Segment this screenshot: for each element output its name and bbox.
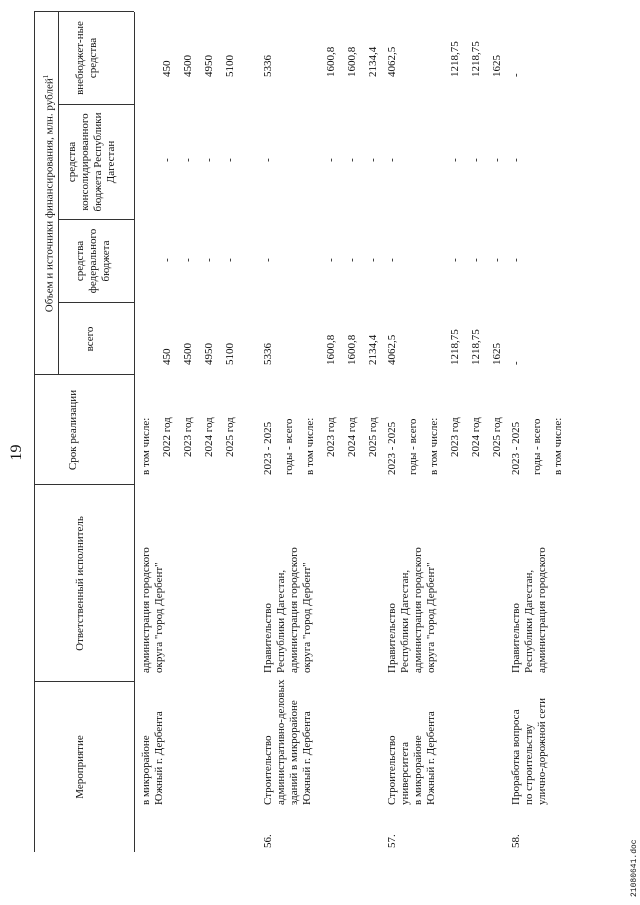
offbudget-cell: 1218,75: [470, 41, 482, 77]
total-cell: 2134,4: [367, 334, 379, 365]
executor-text-line: администрация городского: [140, 547, 152, 673]
term-cell: в том числе:: [428, 417, 440, 475]
federal-cell: -: [224, 258, 236, 262]
federal-cell: -: [386, 258, 398, 262]
total-cell: 4062,5: [386, 334, 398, 365]
measure-text-line: в микрорайоне: [140, 735, 152, 805]
measure-text-line: по строительству: [523, 723, 535, 805]
term-cell: 2024 год: [346, 417, 358, 457]
republic-cell: -: [510, 158, 522, 162]
total-cell: 450: [161, 348, 173, 365]
federal-cell: -: [182, 258, 194, 262]
term-cell: годы - всего: [407, 418, 419, 475]
measure-text-line: Южный г. Дербента: [425, 711, 437, 805]
header-republic: средства консолидированного бюджета Республики Дагестан: [66, 112, 117, 212]
page-number: 19: [8, 444, 25, 461]
executor-text-line: Республики Дагестан,: [399, 569, 411, 673]
executor-text-line: администрация городского: [288, 547, 300, 673]
federal-cell: -: [491, 258, 503, 262]
measure-text-line: административно-деловых: [275, 679, 287, 805]
offbudget-cell: 1600,8: [346, 46, 358, 77]
measure-text-line: Строительство: [262, 735, 274, 805]
offbudget-cell: 4500: [182, 55, 194, 77]
footer-code: 21080641.doc: [630, 839, 639, 897]
measure-text-line: улично-дорожной сети: [536, 697, 548, 805]
term-cell: 2023 - 2025: [386, 421, 398, 475]
republic-cell: -: [449, 158, 461, 162]
republic-cell: -: [367, 158, 379, 162]
executor-text-line: администрация городского: [536, 547, 548, 673]
term-cell: в том числе:: [140, 417, 152, 475]
executor-text-line: Правительство: [262, 603, 274, 673]
term-cell: 2025 год: [224, 417, 236, 457]
executor-text-line: округа "город Дербент": [153, 562, 165, 673]
term-cell: 2023 год: [182, 417, 194, 457]
offbudget-cell: 1600,8: [325, 46, 337, 77]
funding-group-divider: [58, 12, 59, 375]
federal-cell: -: [325, 258, 337, 262]
total-cell: 1625: [491, 343, 503, 365]
term-cell: в том числе:: [552, 417, 564, 475]
term-cell: годы - всего: [531, 418, 543, 475]
executor-text-line: Республики Дагестан,: [275, 569, 287, 673]
offbudget-cell: -: [510, 73, 522, 77]
total-cell: 5336: [262, 343, 274, 365]
offbudget-cell: 1625: [491, 55, 503, 77]
federal-cell: -: [161, 258, 173, 262]
offbudget-cell: 1218,75: [449, 41, 461, 77]
federal-cell: -: [470, 258, 482, 262]
measure-text-line: университета: [399, 741, 411, 805]
offbudget-cell: 5336: [262, 55, 274, 77]
republic-cell: -: [262, 158, 274, 162]
term-cell: 2023 - 2025: [510, 421, 522, 475]
federal-cell: -: [203, 258, 215, 262]
total-cell: 4950: [203, 343, 215, 365]
row-number: 58.: [510, 834, 522, 848]
term-cell: 2023 год: [449, 417, 461, 457]
term-cell: 2023 год: [325, 417, 337, 457]
measure-text-line: Южный г. Дербента: [301, 711, 313, 805]
header-executor: Ответственный исполнитель: [74, 516, 86, 651]
measure-text-line: Строительство: [386, 735, 398, 805]
col-divider-5: [58, 219, 134, 220]
republic-cell: -: [346, 158, 358, 162]
federal-cell: -: [346, 258, 358, 262]
term-cell: 2025 год: [367, 417, 379, 457]
federal-cell: -: [262, 258, 274, 262]
total-cell: 1600,8: [325, 334, 337, 365]
term-cell: 2025 год: [491, 417, 503, 457]
offbudget-cell: 4062,5: [386, 46, 398, 77]
federal-cell: -: [449, 258, 461, 262]
offbudget-cell: 450: [161, 60, 173, 77]
total-cell: 1218,75: [470, 329, 482, 365]
republic-cell: -: [491, 158, 503, 162]
measure-text-line: в микрорайоне: [412, 735, 424, 805]
header-offbudget: внебюджет-ные средства: [74, 21, 99, 95]
executor-text-line: администрация городского: [412, 547, 424, 673]
executor-text-line: Республики Дагестан,: [523, 569, 535, 673]
table-top-border: [34, 12, 35, 852]
term-cell: 2024 год: [470, 417, 482, 457]
term-cell: 2022 год: [161, 417, 173, 457]
term-cell: в том числе:: [304, 417, 316, 475]
header-measure: Мероприятие: [74, 735, 86, 799]
total-cell: 5100: [224, 343, 236, 365]
republic-cell: -: [161, 158, 173, 162]
measure-text-line: Южный г. Дербента: [153, 711, 165, 805]
row-number: 57.: [386, 834, 398, 848]
total-cell: 1218,75: [449, 329, 461, 365]
executor-text-line: Правительство: [386, 603, 398, 673]
executor-text-line: Правительство: [510, 603, 522, 673]
republic-cell: -: [470, 158, 482, 162]
federal-cell: -: [367, 258, 379, 262]
republic-cell: -: [182, 158, 194, 162]
offbudget-cell: 4950: [203, 55, 215, 77]
executor-text-line: округа "город Дербент": [301, 562, 313, 673]
republic-cell: -: [386, 158, 398, 162]
total-cell: 1600,8: [346, 334, 358, 365]
republic-cell: -: [224, 158, 236, 162]
header-total: всего: [84, 326, 96, 352]
row-number: 56.: [262, 834, 274, 848]
measure-text-line: зданий в микрорайоне: [288, 700, 300, 805]
total-cell: -: [510, 361, 522, 365]
republic-cell: -: [203, 158, 215, 162]
republic-cell: -: [325, 158, 337, 162]
term-cell: 2023 - 2025: [262, 421, 274, 475]
header-federal: средства федерального бюджета: [74, 228, 112, 294]
federal-cell: -: [510, 258, 522, 262]
measure-text-line: Проработка вопроса: [510, 709, 522, 805]
offbudget-cell: 2134,4: [367, 46, 379, 77]
header-term: Срок реализации: [67, 389, 79, 471]
offbudget-cell: 5100: [224, 55, 236, 77]
total-cell: 4500: [182, 343, 194, 365]
term-cell: 2024 год: [203, 417, 215, 457]
term-cell: годы - всего: [283, 418, 295, 475]
executor-text-line: округа "город Дербент": [425, 562, 437, 673]
header-funding-group: Объем и источники финансирования, млн. рублей$^1$: [42, 74, 56, 313]
header-bottom-border: [134, 12, 135, 852]
